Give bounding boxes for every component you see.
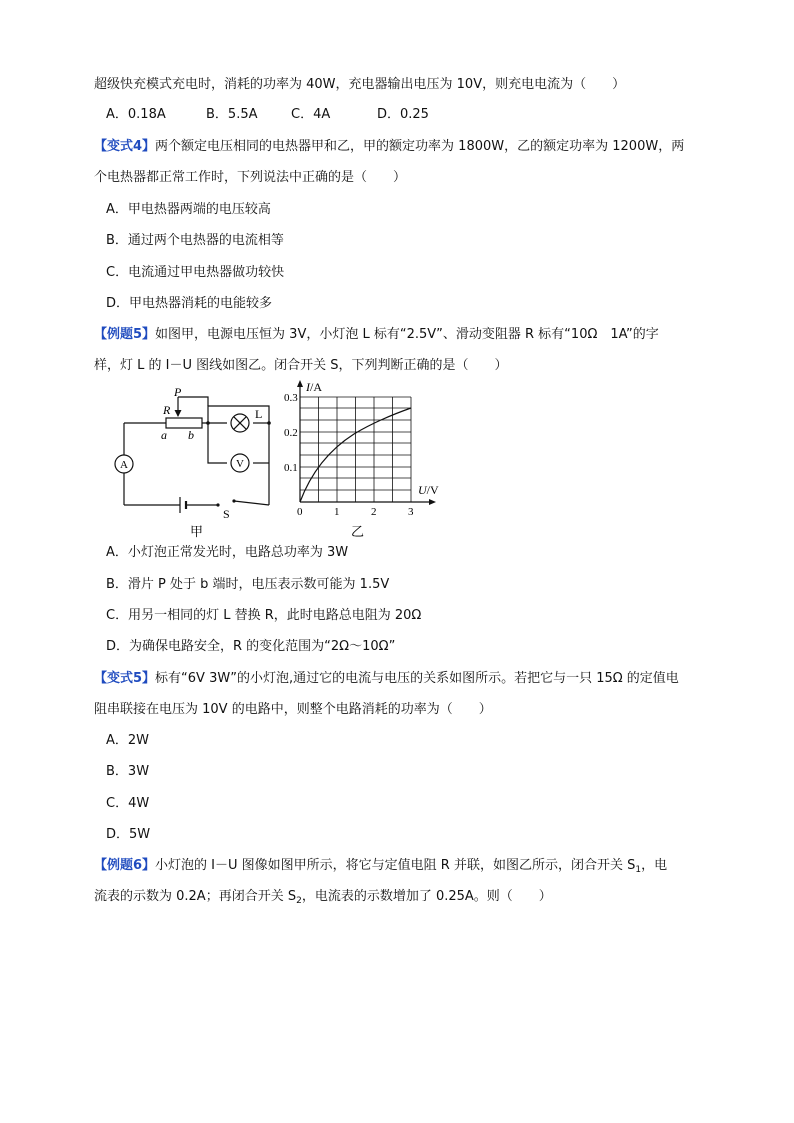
option-d: D．0.25	[377, 107, 429, 122]
variant4-option-a: A．甲电热器两端的电压较高	[106, 202, 271, 217]
graph-caption: 乙	[351, 524, 365, 539]
x-tick-3: 3	[408, 506, 414, 518]
y-axis-arrow	[297, 380, 303, 387]
slider-wire	[178, 397, 208, 406]
variant5-stem-line2: 阻串联接在电压为 10V 的电路中，则整个电路消耗的功率为（ ）	[94, 702, 492, 717]
example6-stem-line1	[94, 857, 667, 879]
x-tick-0: 0	[297, 506, 303, 518]
label-P: P	[174, 385, 182, 399]
example5-option-d: D．为确保电路安全，R 的变化范围为“2Ω～10Ω”	[106, 639, 396, 654]
example5-text-1: 如图甲，电源电压恒为 3V，小灯泡 L 标有“2.5V”、滑动变阻器 R 标有“10Ω 1A”的字	[155, 327, 659, 342]
circuit-caption: 甲	[190, 524, 204, 539]
example6-sub-1: 1	[635, 865, 642, 875]
x-axis-arrow	[429, 499, 436, 505]
example6-stem-line2	[94, 888, 552, 910]
example6-text-2b: ，电流表的示数增加了 0.25A。则（ ）	[301, 889, 552, 904]
rheostat-body	[166, 418, 202, 428]
variant4-option-c: C．电流通过甲电热器做功较快	[106, 265, 285, 280]
circuit-diagram	[110, 385, 280, 540]
x-tick-2: 2	[371, 506, 377, 518]
label-A: A	[120, 459, 128, 471]
option-c: C．4A	[291, 107, 331, 122]
example6-text-1a: 小灯泡的 I－U 图像如图甲所示，将它与定值电阻 R 并联，如图乙所示，闭合开关 S	[155, 858, 636, 873]
x-axis-label: U/V	[418, 483, 439, 497]
iu-graph	[280, 378, 450, 543]
example6-text-2a: 流表的示数为 0.2A；再闭合开关 S	[94, 889, 297, 904]
variant4-stem-line1	[94, 138, 684, 156]
variant4-option-b: B．通过两个电热器的电流相等	[106, 233, 284, 248]
y-tick-0.3: 0.3	[284, 392, 298, 404]
graph-grid	[300, 397, 411, 502]
example5-option-a: A．小灯泡正常发光时，电路总功率为 3W	[106, 545, 349, 560]
example5-option-c: C．用另一相同的灯 L 替换 R，此时电路总电阻为 20Ω	[106, 608, 422, 623]
junction-dot-left	[206, 421, 210, 425]
slider-arrowhead	[175, 410, 182, 417]
example5-option-b: B．滑片 P 处于 b 端时，电压表示数可能为 1.5V	[106, 577, 390, 592]
example6-tag: 【例题6】	[94, 858, 156, 873]
variant5-option-b: B．3W	[106, 764, 150, 779]
option-a: A．0.18A	[106, 107, 166, 122]
label-a: a	[161, 428, 167, 442]
variant4-tag: 【变式4】	[94, 139, 156, 154]
question-stem: 超级快充模式充电时，消耗的功率为 40W，充电器输出电压为 10V，则充电电流为（ ）	[94, 77, 626, 92]
y-tick-0.2: 0.2	[284, 427, 298, 439]
junction-dot-right	[267, 421, 271, 425]
wire-to-voltmeter	[208, 423, 227, 463]
variant4-text-1: 两个额定电压相同的电热器甲和乙，甲的额定功率为 1800W，乙的额定功率为 1200W，两	[155, 139, 685, 154]
option-b: B．5.5A	[206, 107, 258, 122]
label-R: R	[163, 403, 171, 417]
example6-sub-2: 2	[296, 896, 302, 906]
example5-tag: 【例题5】	[94, 327, 156, 342]
label-S: S	[223, 507, 230, 521]
variant4-stem-line2: 个电热器都正常工作时，下列说法中正确的是（ ）	[94, 170, 407, 185]
example6-text-1b: ，电	[641, 858, 668, 873]
y-tick-0.1: 0.1	[284, 462, 298, 474]
example5-stem-line2: 样，灯 L 的 I－U 图线如图乙。闭合开关 S，下列判断正确的是（ ）	[94, 358, 508, 373]
label-b: b	[188, 428, 194, 442]
x-tick-1: 1	[334, 506, 340, 518]
options-row	[106, 106, 429, 124]
variant5-option-a: A．2W	[106, 733, 150, 748]
variant5-text-1: 标有“6V 3W”的小灯泡,通过它的电流与电压的关系如图所示。若把它与一只 15Ω 的定值电	[155, 671, 679, 686]
label-L: L	[255, 407, 263, 421]
variant5-option-d: D．5W	[106, 827, 151, 842]
variant4-option-d: D．甲电热器消耗的电能较多	[106, 296, 273, 311]
variant5-tag: 【变式5】	[94, 671, 156, 686]
y-axis-label: I/A	[306, 380, 322, 394]
variant5-stem-line1	[94, 670, 679, 688]
label-V: V	[236, 458, 244, 470]
switch-blade	[234, 501, 269, 505]
example5-stem-line1	[94, 326, 659, 344]
variant5-option-c: C．4W	[106, 796, 150, 811]
